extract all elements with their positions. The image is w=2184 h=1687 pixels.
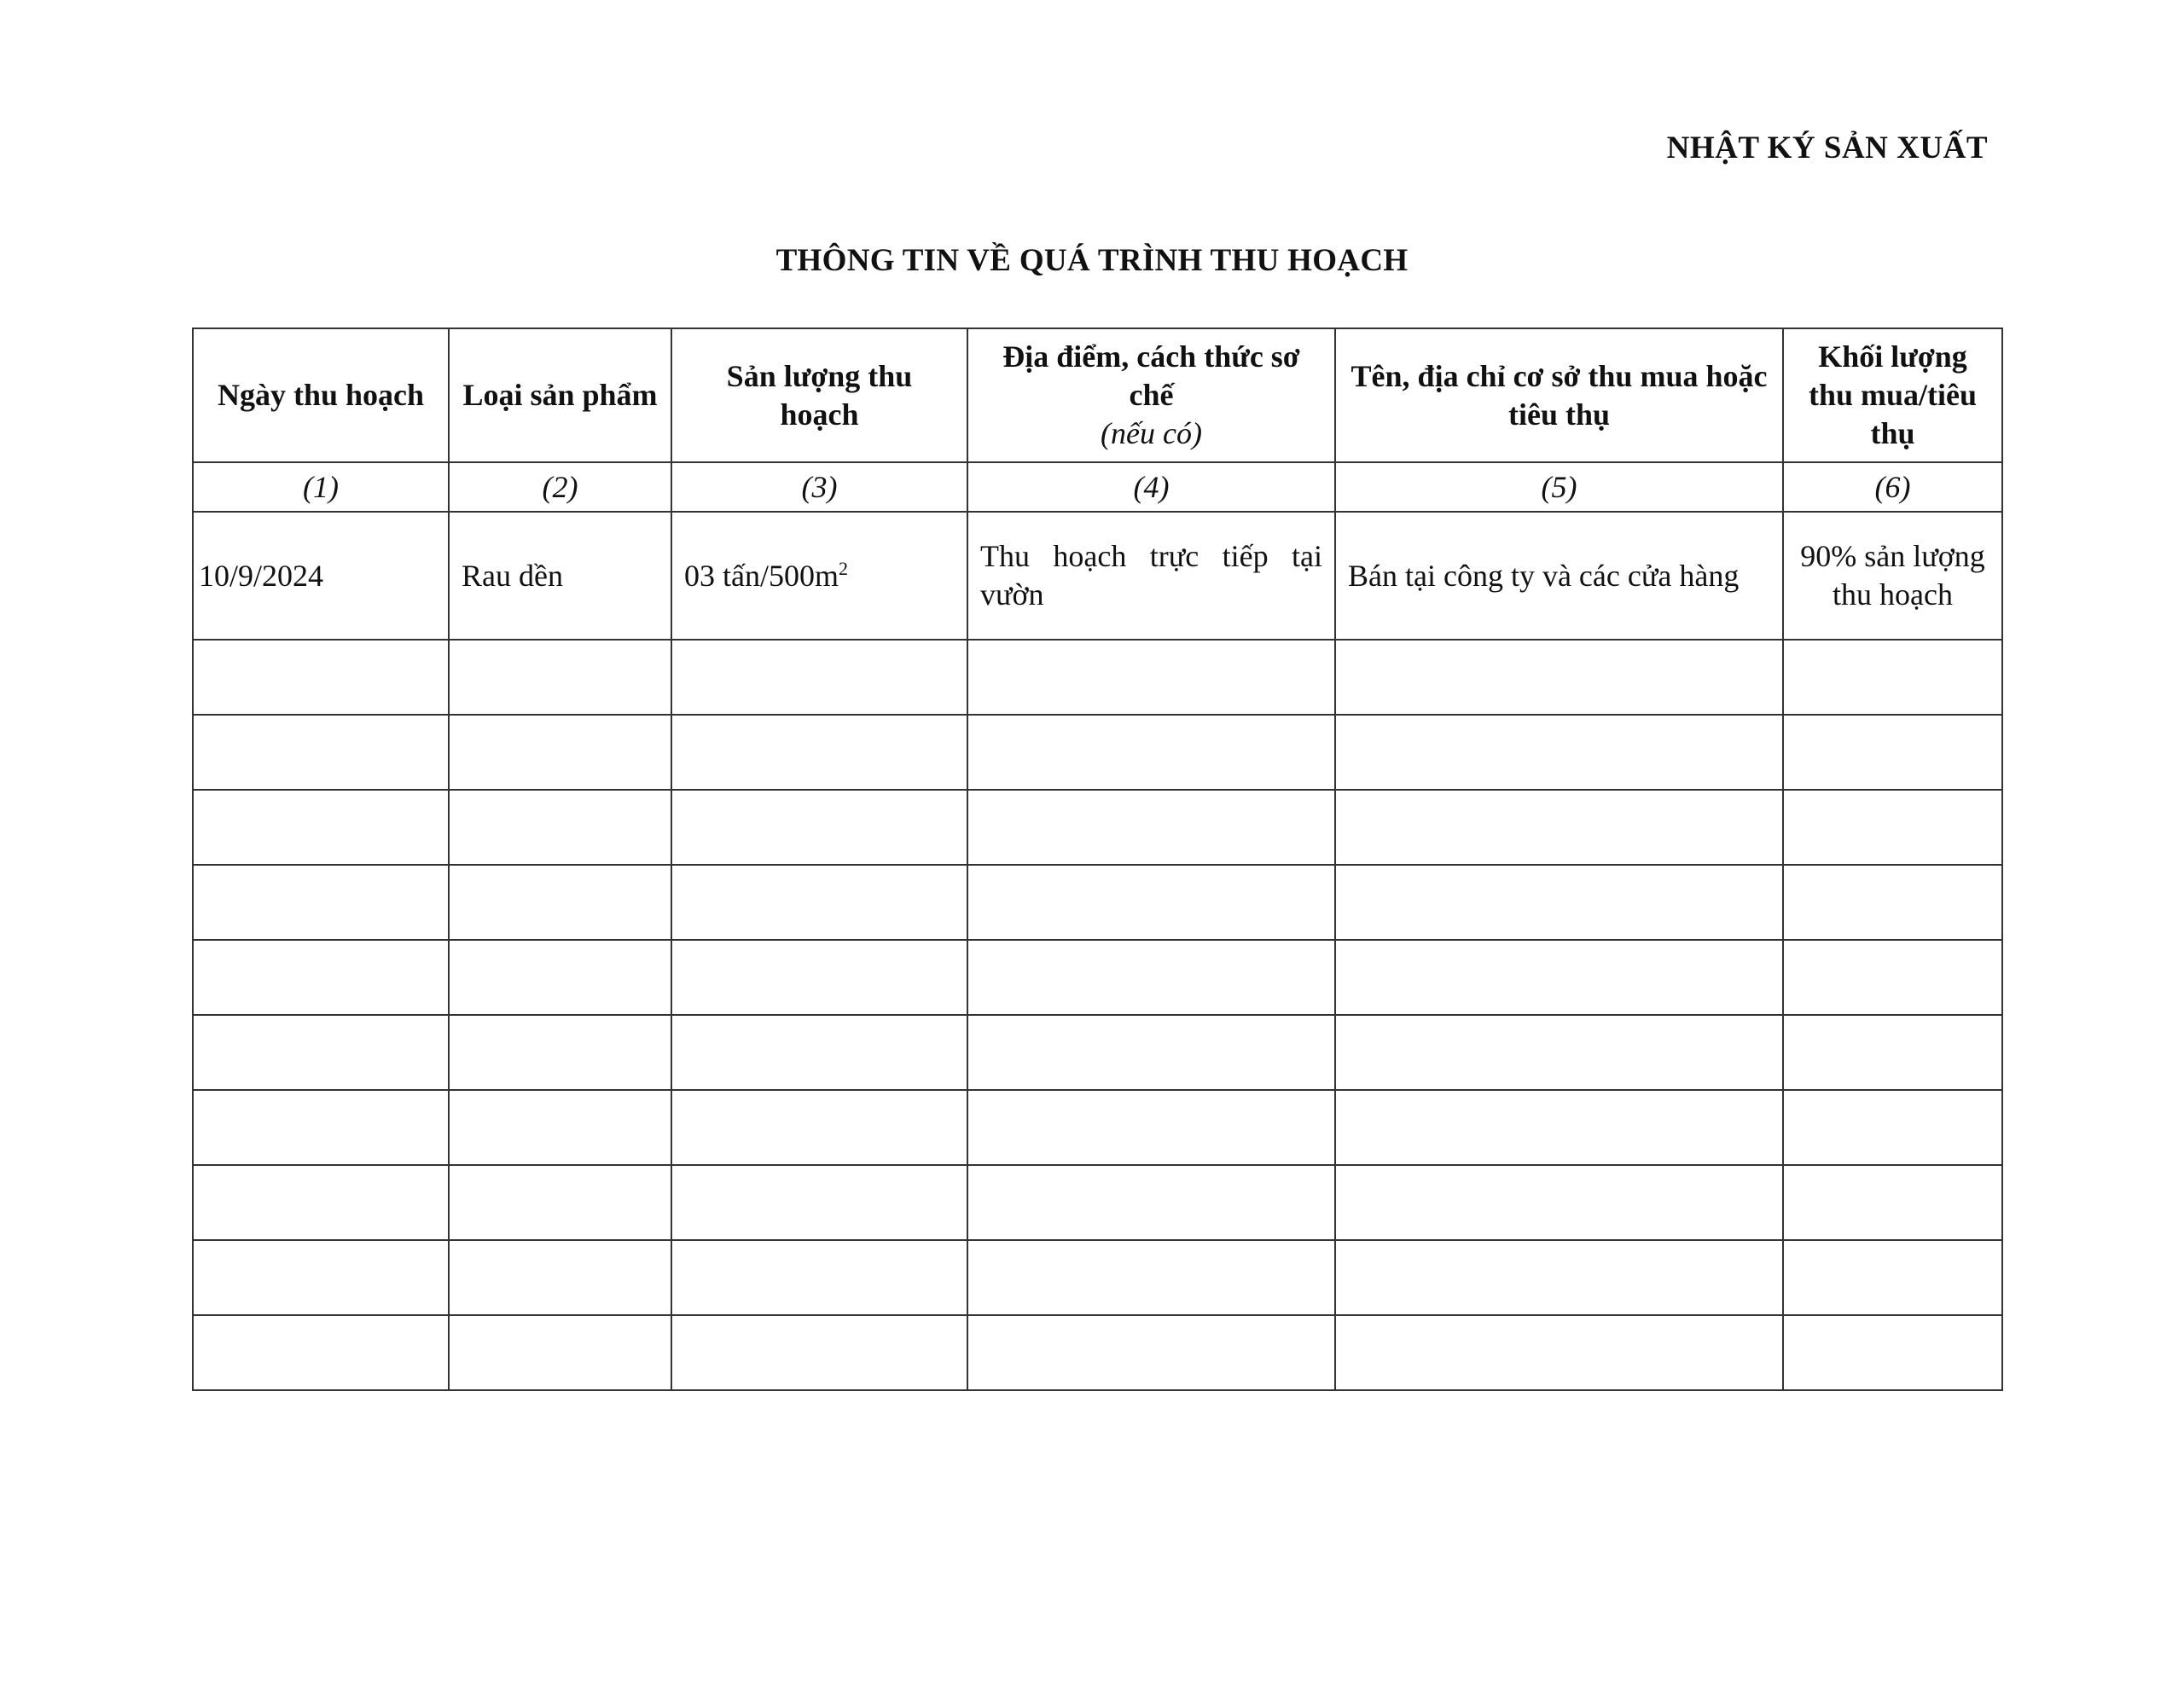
- table-cell-empty: [1335, 790, 1783, 865]
- document-header: NHẬT KÝ SẢN XUẤT: [1666, 130, 1988, 165]
- col-number: (6): [1783, 462, 2002, 512]
- table-cell-empty: [967, 1165, 1335, 1240]
- table-cell-empty: [1335, 1240, 1783, 1315]
- cell-buyer: Bán tại công ty và các cửa hàng: [1335, 512, 1783, 640]
- cell-harvest-date: 10/9/2024: [193, 512, 449, 640]
- table-cell-empty: [449, 790, 671, 865]
- table-cell-empty: [1335, 640, 1783, 715]
- col-header-harvest-date: Ngày thu hoạch: [193, 328, 449, 462]
- table-cell-empty: [1783, 1240, 2002, 1315]
- table-cell-empty: [671, 790, 967, 865]
- table-cell-empty: [967, 1015, 1335, 1090]
- table-cell-empty: [193, 640, 449, 715]
- col-number: (2): [449, 462, 671, 512]
- table-cell-empty: [671, 640, 967, 715]
- table-cell-empty: [1783, 640, 2002, 715]
- table-cell-empty: [1783, 715, 2002, 790]
- table-row-empty: [193, 940, 2002, 1015]
- table-cell-empty: [1783, 940, 2002, 1015]
- table-cell-empty: [193, 1165, 449, 1240]
- table-cell-empty: [1783, 1315, 2002, 1390]
- table-cell-empty: [1335, 1165, 1783, 1240]
- cell-processing: Thu hoạch trực tiếp tại vườn: [967, 512, 1335, 640]
- table-cell-empty: [193, 715, 449, 790]
- table-cell-empty: [967, 640, 1335, 715]
- table-cell-empty: [671, 1240, 967, 1315]
- table-cell-empty: [967, 790, 1335, 865]
- yield-superscript: 2: [838, 557, 848, 579]
- table-cell-empty: [1335, 1015, 1783, 1090]
- table-cell-empty: [193, 1315, 449, 1390]
- table-cell-empty: [1783, 1015, 2002, 1090]
- table-row-empty: [193, 865, 2002, 940]
- col-header-buyer: Tên, địa chỉ cơ sở thu mua hoặc tiêu thụ: [1335, 328, 1783, 462]
- harvest-log-table: [192, 328, 2003, 1391]
- table-cell-empty: [671, 1315, 967, 1390]
- table-row-empty: [193, 1165, 2002, 1240]
- table-cell-empty: [671, 1165, 967, 1240]
- table-cell-empty: [1783, 790, 2002, 865]
- table-cell-empty: [449, 1165, 671, 1240]
- table-cell-empty: [671, 1015, 967, 1090]
- table-cell-empty: [967, 1315, 1335, 1390]
- table-row-empty: [193, 790, 2002, 865]
- cell-product-type: Rau dền: [449, 512, 671, 640]
- table-row-empty: [193, 715, 2002, 790]
- col-header-harvest-yield: Sản lượng thu hoạch: [671, 328, 967, 462]
- table-cell-empty: [1335, 940, 1783, 1015]
- table-row-empty: [193, 1015, 2002, 1090]
- table-row-empty: [193, 1240, 2002, 1315]
- table-cell-empty: [1335, 715, 1783, 790]
- table-header-row: [193, 328, 2002, 462]
- table-row: [193, 512, 2002, 640]
- col-header-volume: Khối lượng thu mua/tiêu thụ: [1783, 328, 2002, 462]
- table-cell-empty: [193, 940, 449, 1015]
- table-cell-empty: [671, 940, 967, 1015]
- table-row-empty: [193, 1090, 2002, 1165]
- cell-harvest-yield: 03 tấn/$500m^2$: [671, 512, 967, 640]
- col-header-product-type: Loại sản phẩm: [449, 328, 671, 462]
- col-number: (5): [1335, 462, 1783, 512]
- column-number-row: [193, 462, 2002, 512]
- table-cell-empty: [449, 1090, 671, 1165]
- table-cell-empty: [193, 790, 449, 865]
- table-cell-empty: [1783, 1165, 2002, 1240]
- document-title: THÔNG TIN VỀ QUÁ TRÌNH THU HOẠCH: [775, 243, 1409, 278]
- table-cell-empty: [671, 865, 967, 940]
- table-cell-empty: [1783, 865, 2002, 940]
- table-cell-empty: [193, 1015, 449, 1090]
- col-number: (4): [967, 462, 1335, 512]
- table-cell-empty: [449, 1015, 671, 1090]
- table-cell-empty: [967, 940, 1335, 1015]
- table-row-empty: [193, 1315, 2002, 1390]
- col-number: (1): [193, 462, 449, 512]
- table-cell-empty: [449, 865, 671, 940]
- table-cell-empty: [449, 1240, 671, 1315]
- table-cell-empty: [449, 1315, 671, 1390]
- table-cell-empty: [967, 1090, 1335, 1165]
- table-cell-empty: [449, 940, 671, 1015]
- table-cell-empty: [967, 1240, 1335, 1315]
- table-cell-empty: [193, 865, 449, 940]
- cell-volume: 90% sản lượng thu hoạch: [1783, 512, 2002, 640]
- col-number: (3): [671, 462, 967, 512]
- table-cell-empty: [1335, 865, 1783, 940]
- table-cell-empty: [193, 1240, 449, 1315]
- table-row-empty: [193, 640, 2002, 715]
- table-cell-empty: [671, 1090, 967, 1165]
- table-cell-empty: [1335, 1090, 1783, 1165]
- table-cell-empty: [449, 715, 671, 790]
- col-header-processing: Địa điểm, cách thức sơ chế (nếu có): [967, 328, 1335, 462]
- col-header-processing-note: (nếu có): [1101, 416, 1202, 450]
- table-cell-empty: [671, 715, 967, 790]
- table-cell-empty: [449, 640, 671, 715]
- table-cell-empty: [967, 715, 1335, 790]
- table-cell-empty: [1335, 1315, 1783, 1390]
- table-cell-empty: [1783, 1090, 2002, 1165]
- table-cell-empty: [967, 865, 1335, 940]
- table-cell-empty: [193, 1090, 449, 1165]
